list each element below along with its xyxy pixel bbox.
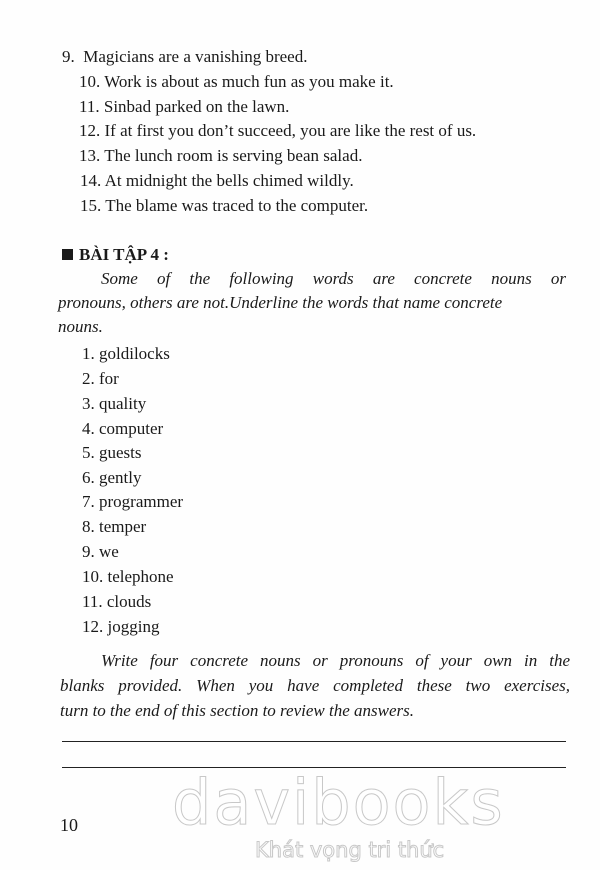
item-text: If at first you don’t succeed, you are like the rest of us. <box>104 121 477 140</box>
sentence-item <box>79 121 476 141</box>
word-item: 1. goldilocks <box>82 344 170 363</box>
word-item: 11. clouds <box>82 592 152 611</box>
watermark-tagline: Khát vọng tri thức <box>255 838 445 862</box>
instruction-line: Some of the following words are concrete nouns or <box>101 269 566 288</box>
instruction-line: nouns. <box>58 317 103 336</box>
item-text: The lunch room is serving bean salad. <box>104 146 363 165</box>
watermark-brand: davibooks <box>172 766 505 839</box>
word-item: 2. for <box>82 369 119 388</box>
sentence-item <box>79 72 394 92</box>
sentence-item <box>80 171 354 191</box>
item-number: 10. <box>79 72 101 91</box>
word-item: 9. we <box>82 542 119 561</box>
item-text: Work is about as much fun as you make it. <box>104 72 394 91</box>
word-item: 8. temper <box>82 517 147 536</box>
sentence-item <box>62 47 307 67</box>
answer-blank-line[interactable] <box>62 741 566 742</box>
square-bullet-icon <box>62 249 73 260</box>
exercise-heading <box>62 245 169 265</box>
sentence-item <box>79 97 289 117</box>
word-item: 10. telephone <box>82 567 174 586</box>
word-item: 7. programmer <box>82 492 184 511</box>
item-number: 13. <box>79 146 101 165</box>
sentence-item <box>79 146 362 166</box>
closing-line: Write four concrete nouns or pronouns of your own in the <box>101 651 570 670</box>
item-number: 11. <box>79 97 100 116</box>
item-number: 15. <box>80 196 102 215</box>
word-item: 3. quality <box>82 394 147 413</box>
closing-line: turn to the end of this section to review the answers. <box>60 701 414 720</box>
word-item: 4. computer <box>82 419 164 438</box>
word-item: 5. guests <box>82 443 142 462</box>
word-item: 12. jogging <box>82 617 160 636</box>
item-text: At midnight the bells chimed wildly. <box>104 171 354 190</box>
item-number: 9. <box>62 47 75 66</box>
instruction-line: pronouns, others are not.Underline the words that name concrete <box>58 293 503 312</box>
heading-text: BÀI TẬP 4 : <box>79 245 169 264</box>
word-item: 6. gently <box>82 468 142 487</box>
item-text: Magicians are a vanishing breed. <box>83 47 308 66</box>
item-number: 14. <box>80 171 102 190</box>
closing-line: blanks provided. When you have completed these two exercises, <box>60 676 570 695</box>
page-number: 10 <box>60 815 78 835</box>
item-number: 12. <box>79 121 101 140</box>
item-text: Sinbad parked on the lawn. <box>103 97 290 116</box>
sentence-item <box>80 196 368 216</box>
item-text: The blame was traced to the computer. <box>105 196 369 215</box>
